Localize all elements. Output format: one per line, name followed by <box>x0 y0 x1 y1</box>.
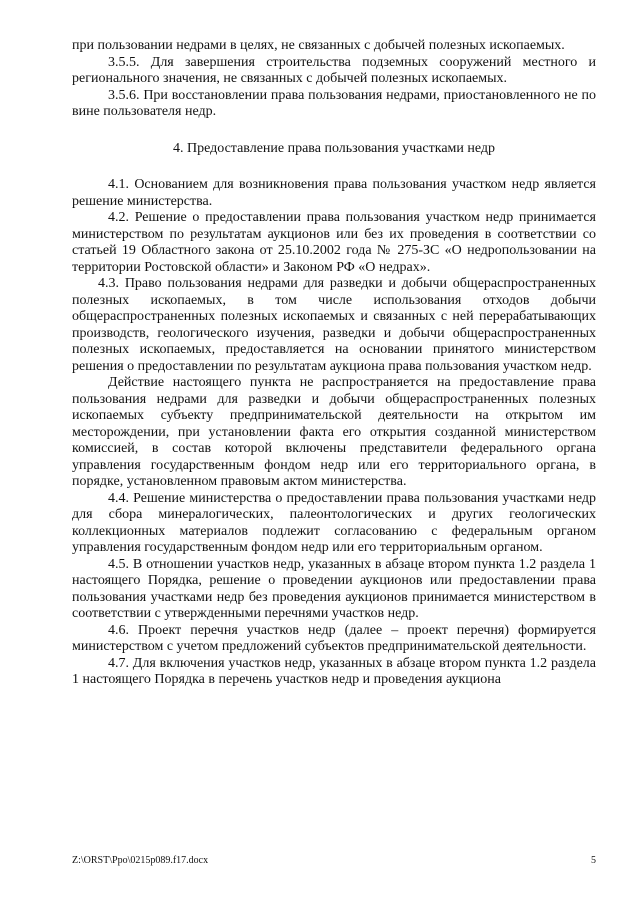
paragraph-continuation: при пользовании недрами в целях, не связанных с добычей полезных ископаемых. <box>72 38 565 53</box>
page-number: 5 <box>591 855 596 866</box>
paragraph-3-5-6: 3.5.6. При восстановлении права пользования недрами, приостановленного не по вине пользователя недр. <box>72 87 596 119</box>
paragraph-4-1: 4.1. Основанием для возникновения права пользования участком недр является решение министерства. <box>72 177 596 209</box>
paragraph-4-3: 4.3. Право пользования недрами для разведки и добычи общераспространенных полезных ископаемых, в том числе использования отходов добычи общераспространенных полезных ископаемых и связанных с ней перерабатывающих производств, геологического изучения, разведки и добычи общераспространенных полезных ископаемых, предоставляется на основании принятого министерством решения о предоставлении по результатам аукциона права пользования участком недр. <box>72 276 596 374</box>
paragraph-4-3-note: Действие настоящего пункта не распространяется на предоставление права пользования недрами для разведки и добычи общераспространенных полезных ископаемых субъекту предпринимательской деятельности на открытом им месторождении, при установлении факта его открытия созданной министерством комиссией, в состав которой включены представители федерального органа управления государственным фондом недр или его территориального органа, в порядке, установленном правовым актом министерства. <box>72 375 596 489</box>
paragraph-4-4: 4.4. Решение министерства о предоставлении права пользования участками недр для сбора минералогических, палеонтологических и других геологических коллекционных материалов подлежит согласованию с федеральным органом управления государственным фондом недр или его территориальным органом. <box>72 490 596 555</box>
paragraph-3-5-5: 3.5.5. Для завершения строительства подземных сооружений местного и регионального значения, не связанных с добычей полезных ископаемых. <box>72 54 596 86</box>
document-body <box>72 38 596 689</box>
section-heading: 4. Предоставление права пользования участками недр <box>172 140 496 156</box>
paragraph-4-6: 4.6. Проект перечня участков недр (далее – проект перечня) формируется министерством с учетом предложений субъектов предпринимательской деятельности. <box>72 622 596 654</box>
footer-file-path: Z:\ORST\Ppo\0215p089.f17.docx <box>72 855 209 866</box>
paragraph-4-7: 4.7. Для включения участков недр, указанных в абзаце втором пункта 1.2 раздела 1 настоящего Порядка в перечень участков недр и проведения аукциона <box>72 655 596 687</box>
paragraph-4-2: 4.2. Решение о предоставлении права пользования участком недр принимается министерством по результатам аукционов или без их проведения в соответствии со статьей 19 Областного закона от 25.10.2002 года № 275-ЗС «О недропользовании на территории Ростовской области» и Законом РФ «О недрах». <box>72 210 596 275</box>
paragraph-4-5: 4.5. В отношении участков недр, указанных в абзаце втором пункта 1.2 раздела 1 настоящего Порядка, решение о проведении аукционов или предоставлении права пользования участками недр без проведения аукционов принимается министерством в соответствии с утвержденными перечнями участков недр. <box>72 556 596 621</box>
